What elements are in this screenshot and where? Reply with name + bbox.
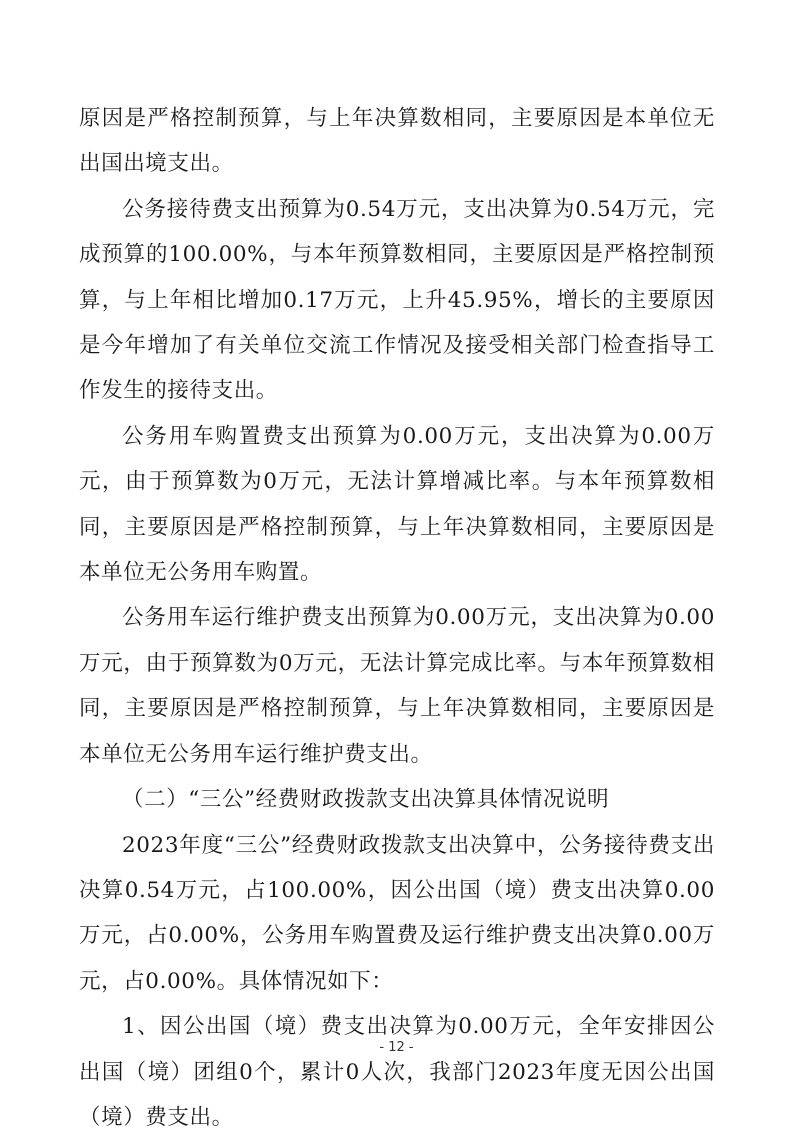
page-number: - 12 -	[379, 1040, 414, 1055]
paragraph-2: 公务接待费支出预算为0.54万元，支出决算为0.54万元，完成预算的100.00%，与本年预算数相同，主要原因是严格控制预算，与上年相比增加0.17万元，上升45.95%，增长的主要原因是今年增加了有关单位交流工作情况及接受相关部门检查指导工作发生的接待支出。	[79, 196, 715, 404]
paragraph-3: 公务用车购置费支出预算为0.00万元，支出决算为0.00万元，由于预算数为0万元，无法计算增减比率。与本年预算数相同，主要原因是严格控制预算，与上年决算数相同，主要原因是本单位无公务用车购置。	[79, 423, 715, 586]
section-heading: （二）“三公”经费财政拨款支出决算具体情况说明	[122, 787, 610, 813]
paragraph-1: 原因是严格控制预算，与上年决算数相同，主要原因是本单位无出国出境支出。	[79, 106, 715, 177]
paragraph-4: 公务用车运行维护费支出预算为0.00万元，支出决算为0.00万元，由于预算数为0万元，无法计算完成比率。与本年预算数相同，主要原因是严格控制预算，与上年决算数相同，主要原因是本单位无公务用车运行维护费支出。	[79, 605, 715, 767]
paragraph-6: 1、因公出国（境）费支出决算为0.00万元，全年安排因公出国（境）团组0个，累计0人次，我部门2023年度无因公出国（境）费支出。	[79, 1014, 715, 1130]
paragraph-5: 2023年度“三公”经费财政拨款支出决算中，公务接待费支出决算0.54万元，占100.00%，因公出国（境）费支出决算0.00万元，占0.00%，公务用车购置费及运行维护费支出决算0.00万元，占0.00%。具体情况如下：	[79, 832, 715, 994]
body-text	[79, 96, 715, 1140]
